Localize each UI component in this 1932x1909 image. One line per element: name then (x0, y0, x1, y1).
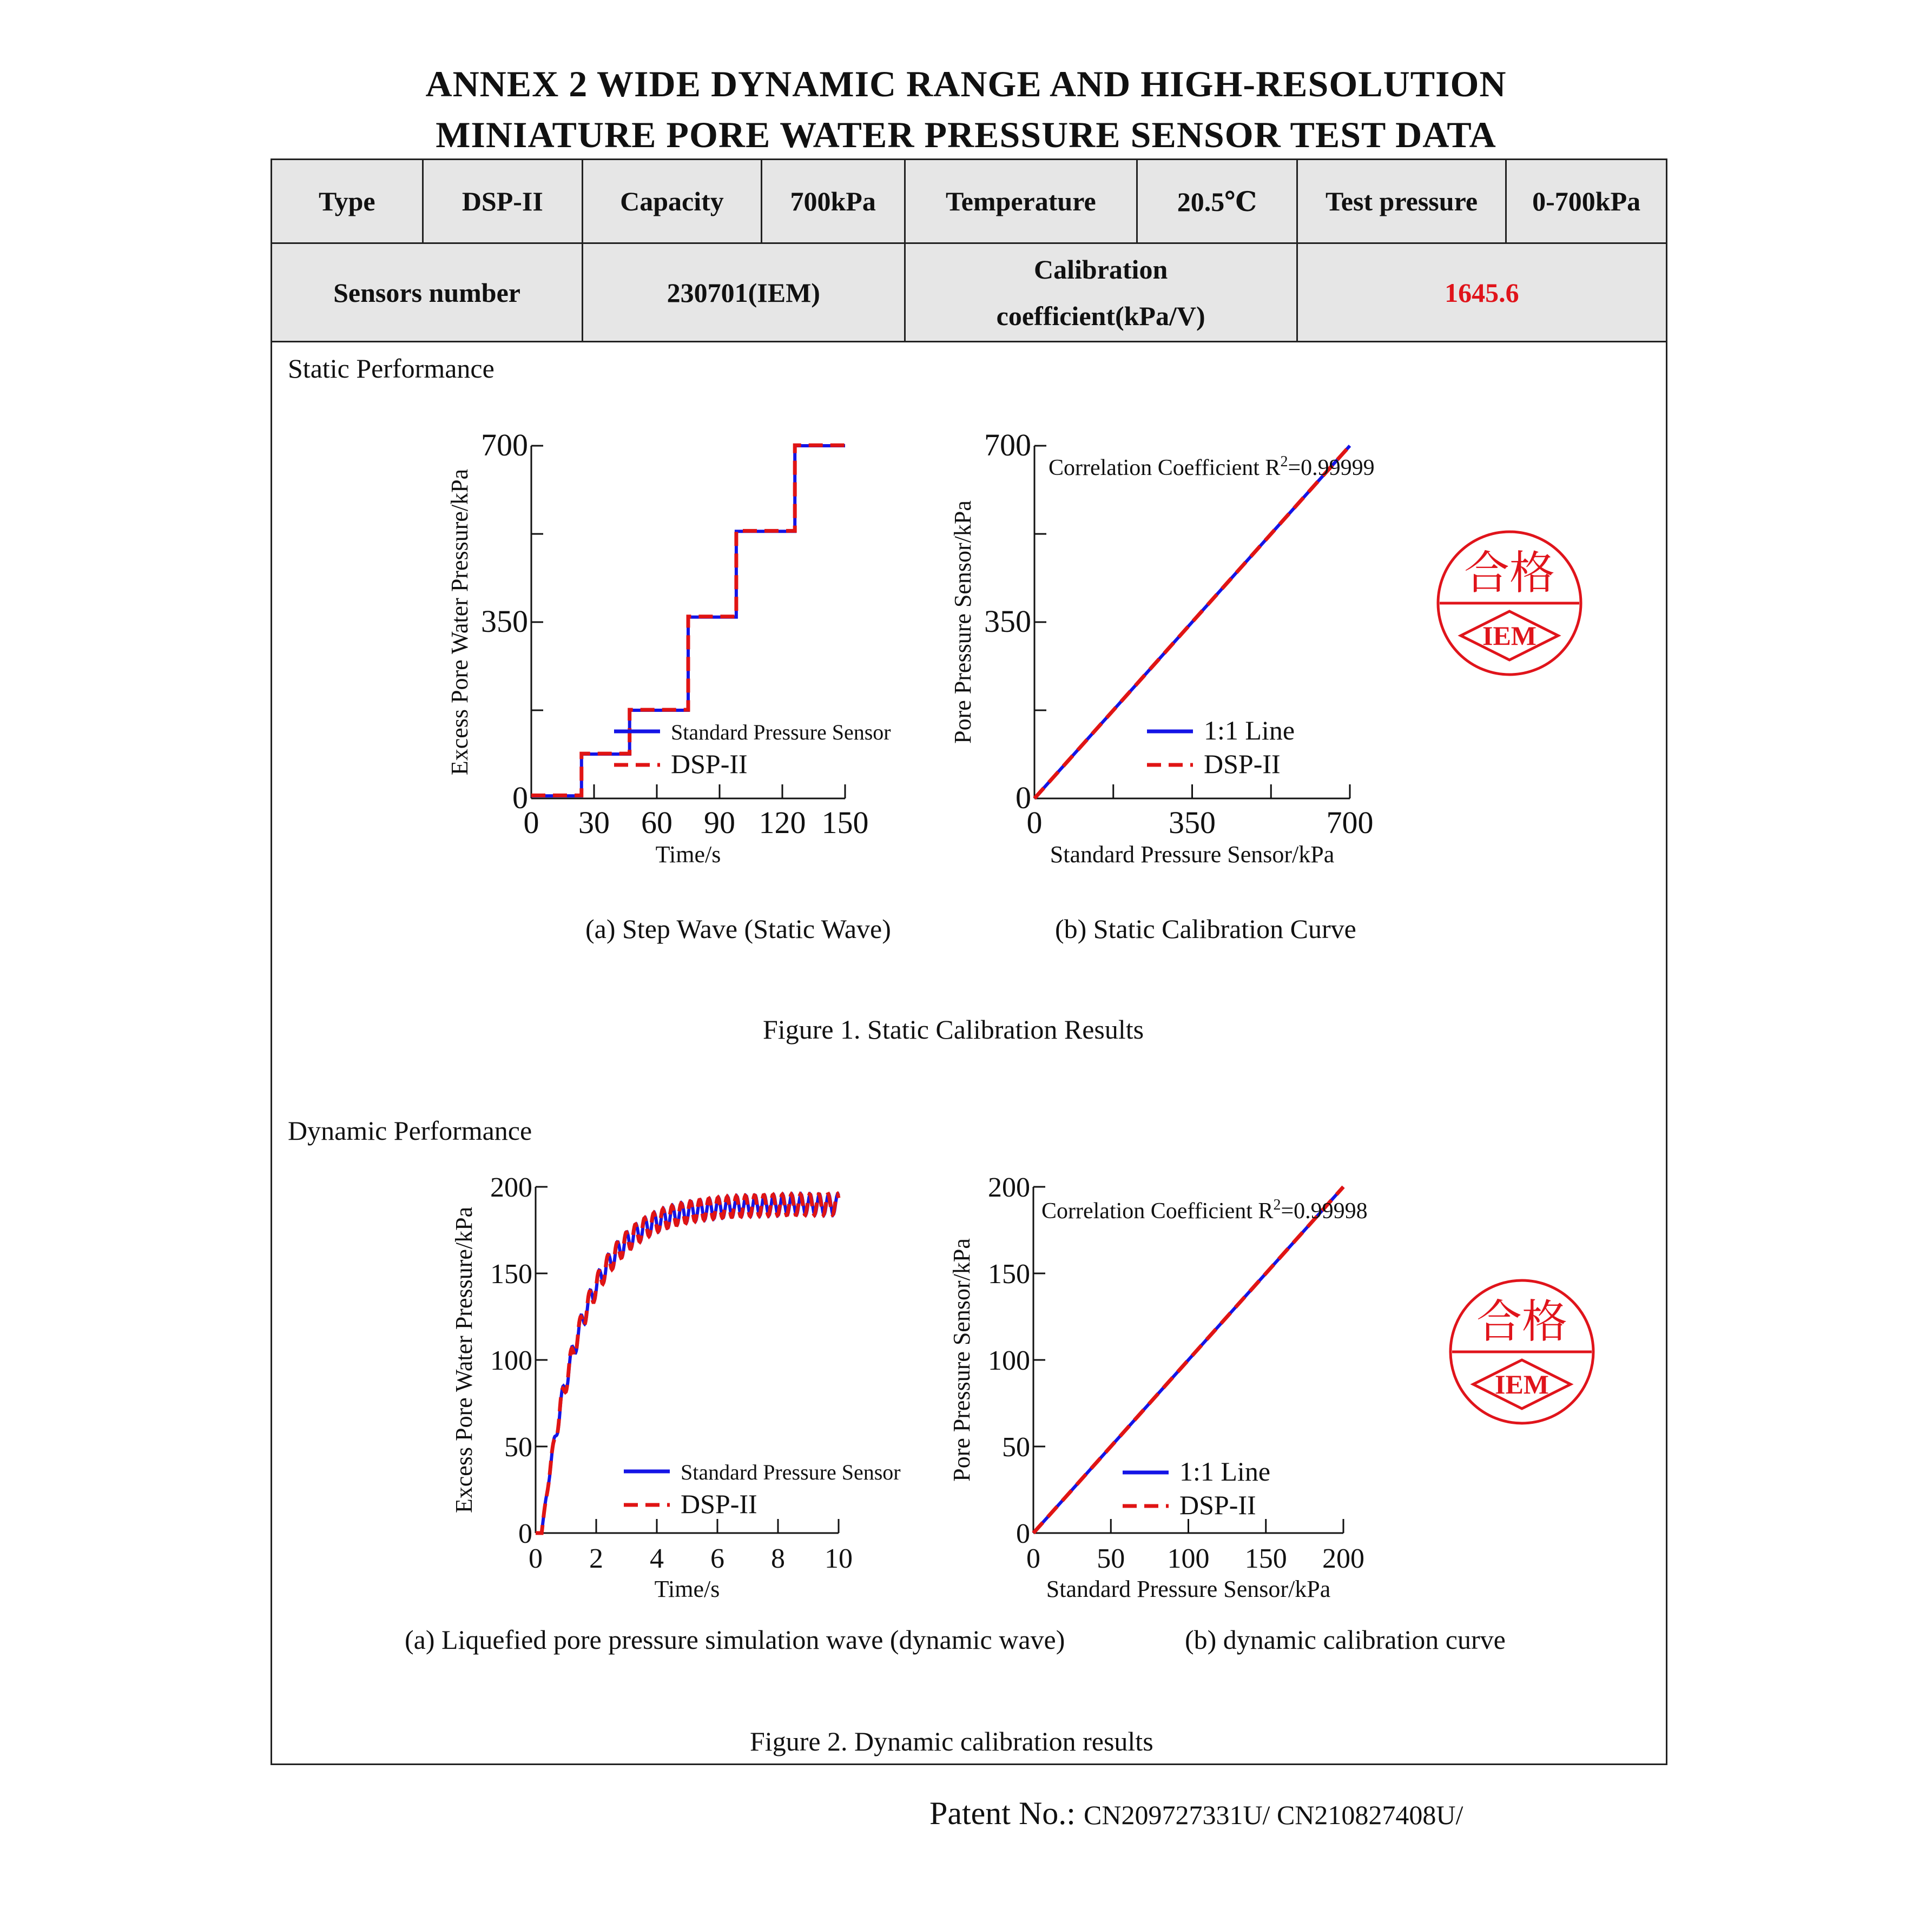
calibration-label-line-2: coefficient(kPa/V) (996, 300, 1205, 331)
stamp-text: IEM (1482, 620, 1537, 651)
y-tick-label: 0 (1016, 780, 1031, 815)
x-tick-label: 6 (710, 1543, 724, 1574)
y-tick-label: 200 (490, 1172, 532, 1203)
title-line-2: MINIATURE PORE WATER PRESSURE SENSOR TEST DATA (436, 114, 1496, 155)
temperature-value: 20.5℃ (1137, 160, 1297, 243)
y-tick-label: 0 (512, 780, 528, 815)
qualified-stamp-static (1431, 525, 1588, 682)
x-tick-label: 0 (523, 805, 539, 840)
sensors-number-value: 230701(IEM) (583, 243, 905, 342)
x-axis-label: Standard Pressure Sensor/kPa (1050, 841, 1335, 868)
static-calibration-chart (949, 422, 1493, 876)
x-tick-label: 700 (1326, 805, 1374, 840)
correlation-annotation (1049, 453, 1375, 480)
y-tick-label: 150 (988, 1259, 1030, 1290)
patent-label: Patent No.: (929, 1795, 1076, 1831)
correlation-superscript: 2 (1280, 453, 1288, 470)
x-tick-label: 150 (821, 805, 869, 840)
x-tick-label: 50 (1097, 1543, 1125, 1574)
y-tick-label: 100 (988, 1345, 1030, 1376)
y-axis-label: Pore Pressure Sensor/kPa (949, 500, 976, 744)
y-axis-label: Excess Pore Water Pressure/kPa (446, 468, 473, 776)
static-caption-b: (b) Static Calibration Curve (1055, 914, 1356, 944)
correlation-label: Correlation Coefficient R (1049, 455, 1281, 480)
y-axis-label: Pore Pressure Sensor/kPa (948, 1238, 975, 1482)
calibration-coefficient-label (905, 243, 1297, 342)
dynamic-calibration-chart (948, 1163, 1493, 1617)
dynamic-section-label: Dynamic Performance (288, 1115, 532, 1146)
x-tick-label: 90 (704, 805, 735, 840)
correlation-superscript: 2 (1273, 1197, 1281, 1213)
y-tick-label: 50 (504, 1432, 532, 1463)
legend-label: DSP-II (1179, 1490, 1256, 1520)
x-axis-label: Standard Pressure Sensor/kPa (1046, 1576, 1331, 1602)
x-tick-label: 60 (641, 805, 672, 840)
y-tick-label: 0 (518, 1518, 532, 1549)
x-tick-label: 8 (771, 1543, 785, 1574)
legend-label: 1:1 Line (1204, 715, 1295, 745)
calibration-label-line-1: Calibration (1034, 254, 1168, 285)
dynamic-caption-a: (a) Liquefied pore pressure simulation wave (dynamic wave) (405, 1624, 1065, 1655)
x-tick-label: 4 (650, 1543, 664, 1574)
y-tick-label: 50 (1002, 1432, 1030, 1463)
sensor-info-table (271, 158, 1667, 342)
correlation-value: =0.99999 (1288, 455, 1375, 480)
y-tick-label: 0 (1016, 1518, 1030, 1549)
x-tick-label: 0 (1026, 805, 1043, 840)
y-axis-label: Excess Pore Water Pressure/kPa (451, 1206, 477, 1514)
stamp-text: IEM (1495, 1369, 1549, 1399)
legend-label: DSP-II (681, 1489, 757, 1519)
y-tick-label: 150 (490, 1259, 532, 1290)
type-value: DSP-II (423, 160, 583, 243)
test-pressure-label: Test pressure (1297, 160, 1506, 243)
y-tick-label: 700 (481, 427, 528, 463)
test-pressure-value: 0-700kPa (1506, 160, 1667, 243)
x-tick-label: 10 (825, 1543, 853, 1574)
y-tick-label: 350 (481, 604, 528, 639)
calibration-coefficient-value: 1645.6 (1297, 243, 1666, 342)
correlation-annotation (1041, 1197, 1368, 1224)
static-caption-a: (a) Step Wave (Static Wave) (585, 914, 891, 944)
x-tick-label: 100 (1167, 1543, 1210, 1574)
temperature-label: Temperature (905, 160, 1137, 243)
patent-numbers: CN209727331U/ CN210827408U/ (1083, 1800, 1463, 1830)
x-tick-label: 150 (1244, 1543, 1287, 1574)
dynamic-caption-b: (b) dynamic calibration curve (1185, 1624, 1506, 1655)
dynamic-figure-caption: Figure 2. Dynamic calibration results (750, 1726, 1153, 1756)
x-tick-label: 30 (578, 805, 610, 840)
title-line-1: ANNEX 2 WIDE DYNAMIC RANGE AND HIGH-RESOLUTION (425, 63, 1507, 104)
static-section-label: Static Performance (288, 353, 494, 384)
legend-label: DSP-II (671, 749, 748, 779)
y-tick-label: 100 (490, 1345, 532, 1376)
correlation-label: Correlation Coefficient R (1041, 1199, 1274, 1224)
y-tick-label: 350 (984, 604, 1031, 639)
y-tick-label: 200 (988, 1172, 1030, 1203)
x-tick-label: 200 (1322, 1543, 1364, 1574)
legend-label: DSP-II (1204, 749, 1281, 779)
y-tick-label: 700 (984, 427, 1031, 463)
patent-line (929, 1795, 1463, 1832)
correlation-value: =0.99998 (1281, 1199, 1368, 1224)
stamp-chars: 合格 (1476, 1295, 1568, 1348)
x-tick-label: 2 (589, 1543, 603, 1574)
x-tick-label: 0 (1026, 1543, 1040, 1574)
x-tick-label: 120 (759, 805, 806, 840)
legend-label: 1:1 Line (1179, 1456, 1271, 1487)
dynamic-wave-chart (433, 1163, 974, 1617)
static-figure-caption: Figure 1. Static Calibration Results (763, 1014, 1144, 1045)
x-axis-label: Time/s (655, 841, 721, 868)
legend-label: Standard Pressure Sensor (681, 1460, 901, 1484)
qualified-stamp-dynamic (1443, 1273, 1600, 1430)
static-step-wave-chart (433, 422, 974, 876)
legend-label: Standard Pressure Sensor (671, 720, 891, 744)
sensors-number-label: Sensors number (272, 243, 583, 342)
type-label: Type (272, 160, 423, 243)
stamp-chars: 合格 (1463, 546, 1555, 599)
document-title (0, 58, 1932, 160)
x-axis-label: Time/s (654, 1576, 720, 1602)
x-tick-label: 350 (1169, 805, 1216, 840)
capacity-value: 700kPa (761, 160, 905, 243)
capacity-label: Capacity (583, 160, 762, 243)
x-tick-label: 0 (529, 1543, 543, 1574)
